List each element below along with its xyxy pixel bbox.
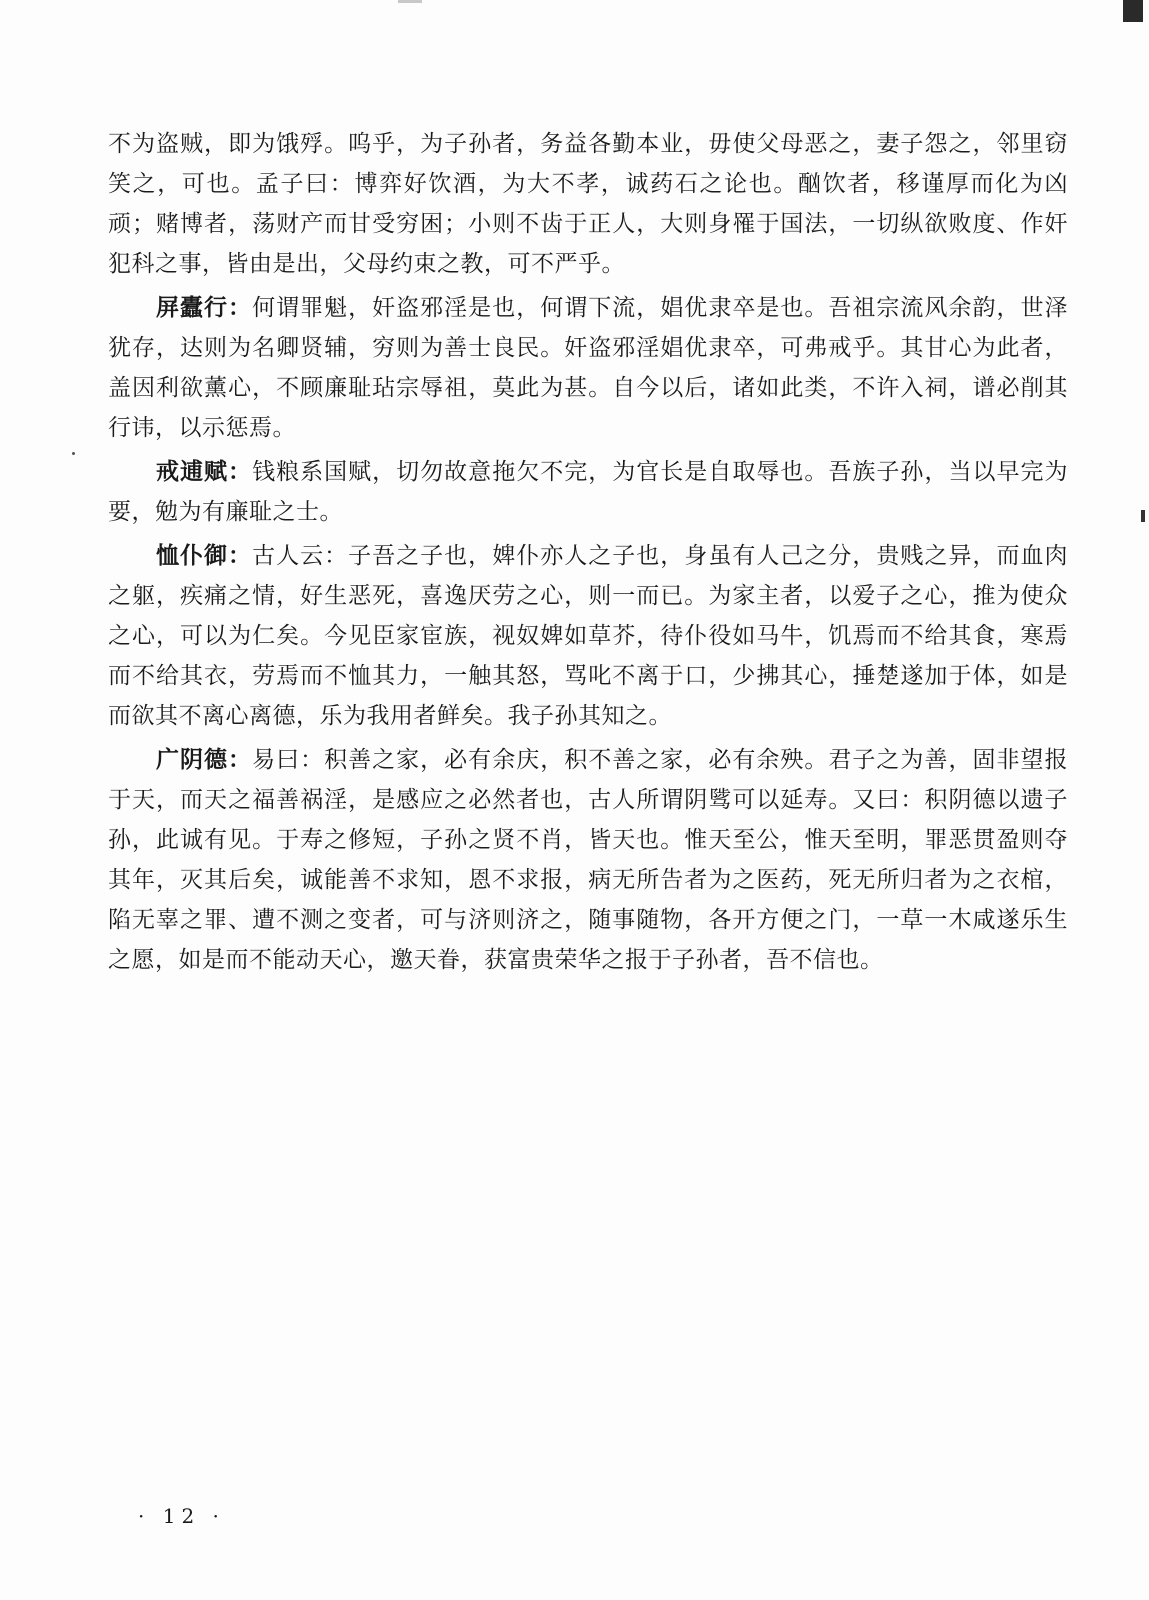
paragraph-pingduxing	[108, 288, 1068, 448]
paragraph-guangyinde	[108, 740, 1068, 980]
section-heading: 屏蠹行：	[156, 295, 253, 321]
paragraph-text: 不为盗贼，即为饿殍。呜乎，为子孙者，务益各勤本业，毋使父母恶之，妻子怨之，邻里窃笑之，可也。孟子曰：博弈好饮酒，为大不孝，诚药石之论也。酗饮者，移谨厚而化为凶顽；赌博者，荡财产而甘受穷困；小则不齿于正人，大则身罹于国法，一切纵欲败度、作奸犯科之事，皆由是出，父母约束之教，可不严乎。	[108, 131, 1068, 277]
scan-artifact-corner	[1123, 0, 1143, 22]
section-heading: 戒逋赋：	[156, 459, 253, 485]
page-number: · 12 ·	[138, 1504, 225, 1528]
paragraph-text: 何谓罪魁，奸盗邪淫是也，何谓下流，娼优隶卒是也。吾祖宗流风余韵，世泽犹存，达则为名卿贤辅，穷则为善士良民。奸盗邪淫娼优隶卒，可弗戒乎。其甘心为此者，盖因利欲薰心，不顾廉耻玷宗辱祖，莫此为甚。自今以后，诸如此类，不许入祠，谱必削其行讳，以示惩焉。	[108, 295, 1069, 441]
scan-artifact-edge	[1141, 510, 1145, 522]
paragraph-text: 古人云：子吾之子也，婢仆亦人之子也，身虽有人己之分，贵贱之异，而血肉之躯，疾痛之情，好生恶死，喜逸厌劳之心，则一而已。为家主者，以爱子之心，推为使众之心，可以为仁矣。今见臣家宦族，视奴婢如草芥，待仆役如马牛，饥焉而不给其食，寒焉而不给其衣，劳焉而不恤其力，一触其怒，骂叱不离于口，少拂其心，捶楚遂加于体，如是而欲其不离心离德，乐为我用者鲜矣。我子孙其知之。	[108, 543, 1069, 729]
paragraph-text: 易曰：积善之家，必有余庆，积不善之家，必有余殃。君子之为善，固非望报于天，而天之福善祸淫，是感应之必然者也，古人所谓阴骘可以延寿。又曰：积阴德以遗子孙，此诚有见。于寿之修短，子孙之贤不肖，皆天也。惟天至公，惟天至明，罪恶贯盈则夺其年，灭其后矣，诚能善不求知，恩不求报，病无所告者为之医药，死无所归者为之衣棺，陷无辜之罪、遭不测之变者，可与济则济之，随事随物，各开方便之门，一草一木咸遂乐生之愿，如是而不能动天心，邀天眷，获富贵荣华之报于子孙者，吾不信也。	[108, 747, 1069, 973]
paragraph-xupuyu	[108, 536, 1068, 736]
section-heading: 广阴德：	[156, 747, 253, 773]
scan-artifact-dot	[72, 452, 75, 455]
section-heading: 恤仆御：	[156, 543, 253, 569]
paragraph-text: 钱粮系国赋，切勿故意拖欠不完，为官长是自取辱也。吾族子孙，当以早完为要，勉为有廉耻之士。	[108, 459, 1069, 525]
body-text	[108, 124, 1068, 984]
scan-artifact-top	[398, 0, 422, 3]
paragraph-jiebufu	[108, 452, 1068, 532]
paragraph-continuation	[108, 124, 1068, 284]
